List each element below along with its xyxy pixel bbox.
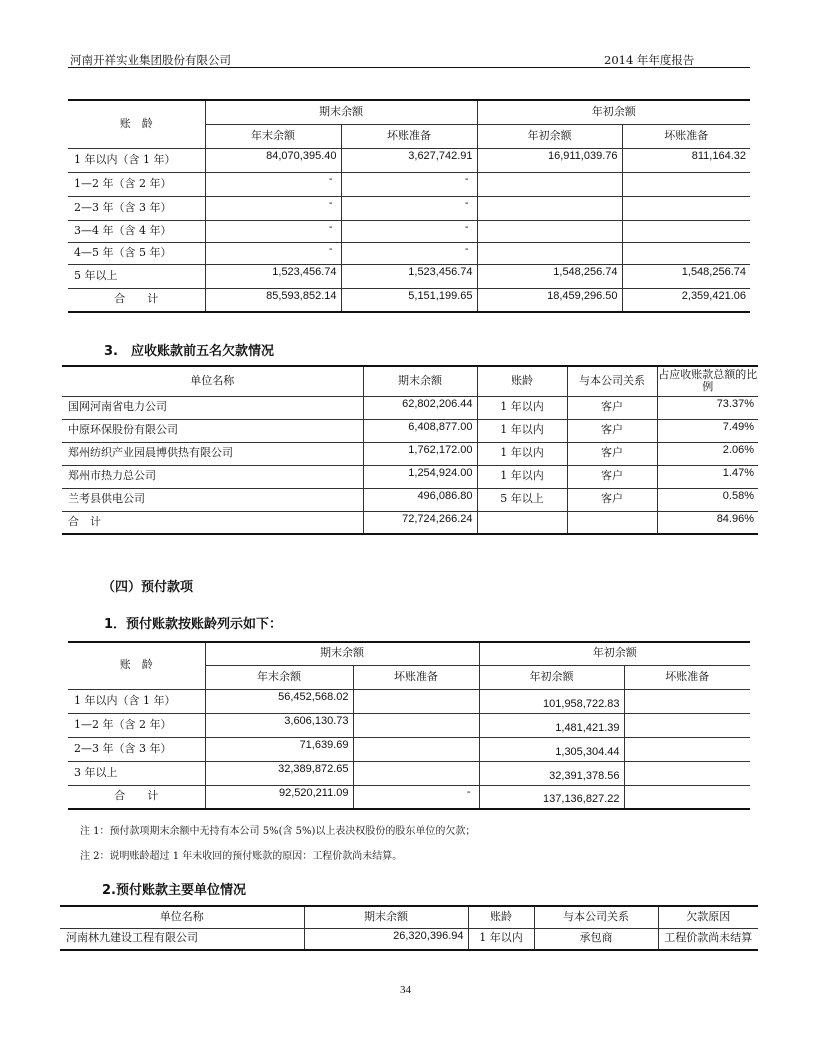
group-end-balance: 期末余额 — [205, 642, 479, 665]
header-report-title: 2014 年年度报告 — [604, 53, 695, 67]
relation: 客户 — [567, 442, 657, 465]
cell-value — [353, 713, 479, 737]
cell-value: 5,151,199.65 — [341, 288, 477, 312]
column-header: 单位名称 — [62, 366, 363, 396]
total-label: 合 计 — [68, 288, 205, 312]
note-1: 注 1：预付款项期末余额中无持有本公司 5%(含 5%)以上表决权股份的股东单位的欠款； — [80, 826, 476, 837]
cell-value — [353, 689, 479, 713]
table-row — [68, 196, 750, 220]
cell-value: 32,391,378.56 — [479, 761, 624, 785]
table-row — [62, 442, 758, 465]
cell-value: 811,164.32 — [622, 148, 750, 172]
cell-value: 137,136,827.22 — [479, 785, 624, 809]
table-row — [62, 396, 758, 419]
sub-header: 坏账准备 — [622, 124, 750, 148]
row-label: 4—5 年（含 5 年） — [68, 242, 205, 264]
row-label: 1—2 年（含 2 年） — [68, 713, 205, 737]
receivables-aging-table — [68, 99, 750, 313]
age-header: 账 龄 — [68, 100, 205, 148]
cell-value: 1,481,421.39 — [479, 713, 624, 737]
column-header: 账龄 — [468, 906, 534, 928]
amount: 496,086.80 — [363, 488, 477, 511]
cell-value: - — [205, 242, 341, 264]
percentage: 2.06% — [657, 442, 758, 465]
empty-cell — [567, 511, 657, 534]
prepayment-aging-table — [68, 641, 750, 810]
column-header: 单位名称 — [60, 906, 304, 928]
page-number: 34 — [400, 984, 411, 996]
row-label: 2—3 年（含 3 年） — [68, 737, 205, 761]
total-label: 合 计 — [62, 511, 363, 534]
table-row — [68, 172, 750, 196]
table-row — [62, 465, 758, 488]
cell-value: - — [341, 220, 477, 242]
table-row — [68, 737, 750, 761]
table-row — [68, 689, 750, 713]
table-row — [62, 488, 758, 511]
sub-header: 年末余额 — [205, 124, 341, 148]
table-row — [68, 761, 750, 785]
amount: 62,802,206.44 — [363, 396, 477, 419]
cell-value — [477, 172, 622, 196]
table-row — [68, 264, 750, 288]
cell-value: - — [341, 242, 477, 264]
cell-value — [624, 785, 750, 809]
age: 5 年以上 — [477, 488, 567, 511]
sub-header: 年初余额 — [477, 124, 622, 148]
cell-value — [624, 761, 750, 785]
row-label: 1 年以内（含 1 年） — [68, 689, 205, 713]
table-row — [60, 928, 758, 950]
table-row — [62, 419, 758, 442]
section-title-prepayment-aging: 1．预付账款按账龄列示如下： — [104, 617, 283, 632]
table-row — [68, 220, 750, 242]
group-begin-balance: 年初余额 — [477, 100, 750, 124]
empty-cell — [477, 511, 567, 534]
row-label: 2—3 年（含 3 年） — [68, 196, 205, 220]
cell-value — [353, 737, 479, 761]
total-label: 合 计 — [68, 785, 205, 809]
cell-value: 84,070,395.40 — [205, 148, 341, 172]
sub-header: 年末余额 — [205, 665, 353, 689]
top-five-debtors-table — [62, 365, 758, 535]
age: 1 年以内 — [477, 465, 567, 488]
cell-value: - — [341, 172, 477, 196]
cell-value: 1,548,256.74 — [622, 264, 750, 288]
relation: 客户 — [567, 419, 657, 442]
group-end-balance: 期末余额 — [205, 100, 477, 124]
cell-value: - — [205, 220, 341, 242]
column-header: 占应收账款总额的比例 — [657, 366, 758, 396]
note-2: 注 2：说明账龄超过 1 年未收回的预付账款的原因：工程价款尚未结算。 — [80, 851, 403, 862]
cell-value — [624, 737, 750, 761]
company-name: 郑州市热力总公司 — [62, 465, 363, 488]
row-label: 3—4 年（含 4 年） — [68, 220, 205, 242]
cell-value: 1,548,256.74 — [477, 264, 622, 288]
section-title-main-prepayment-units: 2.预付账款主要单位情况 — [102, 883, 246, 898]
relation: 客户 — [567, 396, 657, 419]
amount: 1,254,924.00 — [363, 465, 477, 488]
amount: 26,320,396.94 — [304, 928, 468, 950]
cell-value: 71,639.69 — [205, 737, 353, 761]
cell-value: 85,593,852.14 — [205, 288, 341, 312]
column-header: 与本公司关系 — [534, 906, 658, 928]
company-name: 郑州纺织产业园晨博供热有限公司 — [62, 442, 363, 465]
cell-value: 2,359,421.06 — [622, 288, 750, 312]
cell-value: - — [205, 172, 341, 196]
column-header: 账龄 — [477, 366, 567, 396]
cell-value: - — [341, 196, 477, 220]
cell-value: 32,389,872.65 — [205, 761, 353, 785]
table-row — [68, 148, 750, 172]
cell-value — [477, 220, 622, 242]
row-label: 1 年以内（含 1 年） — [68, 148, 205, 172]
header-rule — [68, 67, 750, 68]
header-company: 河南开祥实业集团股份有限公司 — [70, 53, 231, 67]
age: 1 年以内 — [477, 396, 567, 419]
relation: 承包商 — [534, 928, 658, 950]
total-row — [68, 785, 750, 809]
reason: 工程价款尚未结算 — [658, 928, 758, 950]
company-name: 兰考县供电公司 — [62, 488, 363, 511]
row-label: 3 年以上 — [68, 761, 205, 785]
column-header: 期末余额 — [304, 906, 468, 928]
cell-value: - — [353, 785, 479, 809]
cell-value — [622, 196, 750, 220]
percentage: 7.49% — [657, 419, 758, 442]
cell-value — [353, 761, 479, 785]
amount: 6,408,877.00 — [363, 419, 477, 442]
cell-value: 3,627,742.91 — [341, 148, 477, 172]
company-name: 中原环保股份有限公司 — [62, 419, 363, 442]
table-row — [68, 242, 750, 264]
age-header: 账 龄 — [68, 642, 205, 689]
table-row — [68, 713, 750, 737]
cell-value: 18,459,296.50 — [477, 288, 622, 312]
company-name: 河南林九建设工程有限公司 — [60, 928, 304, 950]
section-title-top-five: 3. 应收账款前五名欠款情况 — [104, 344, 274, 359]
cell-value: 1,305,304.44 — [479, 737, 624, 761]
company-name: 国网河南省电力公司 — [62, 396, 363, 419]
cell-value — [622, 242, 750, 264]
age: 1 年以内 — [477, 419, 567, 442]
cell-value: 1,523,456.74 — [341, 264, 477, 288]
cell-value: 56,452,568.02 — [205, 689, 353, 713]
main-prepayment-units-table — [60, 905, 758, 951]
row-label: 5 年以上 — [68, 264, 205, 288]
cell-value — [477, 242, 622, 264]
percentage: 73.37% — [657, 396, 758, 419]
cell-value: 1,523,456.74 — [205, 264, 341, 288]
cell-value: - — [205, 196, 341, 220]
age: 1 年以内 — [468, 928, 534, 950]
sub-header: 坏账准备 — [624, 665, 750, 689]
row-label: 1—2 年（含 2 年） — [68, 172, 205, 196]
column-header: 期末余额 — [363, 366, 477, 396]
age: 1 年以内 — [477, 442, 567, 465]
cell-value: 92,520,211.09 — [205, 785, 353, 809]
cell-value — [622, 220, 750, 242]
cell-value: 101,958,722.83 — [479, 689, 624, 713]
sub-header: 坏账准备 — [341, 124, 477, 148]
section-title-prepayments: （四）预付款项 — [102, 580, 194, 595]
total-percentage: 84.96% — [657, 511, 758, 534]
cell-value: 3,606,130.73 — [205, 713, 353, 737]
relation: 客户 — [567, 488, 657, 511]
percentage: 1.47% — [657, 465, 758, 488]
total-row — [62, 511, 758, 534]
column-header: 与本公司关系 — [567, 366, 657, 396]
column-header: 欠款原因 — [658, 906, 758, 928]
relation: 客户 — [567, 465, 657, 488]
cell-value — [622, 172, 750, 196]
cell-value — [624, 689, 750, 713]
cell-value — [624, 713, 750, 737]
sub-header: 坏账准备 — [353, 665, 479, 689]
total-row — [68, 288, 750, 312]
percentage: 0.58% — [657, 488, 758, 511]
total-amount: 72,724,266.24 — [363, 511, 477, 534]
cell-value — [477, 196, 622, 220]
group-begin-balance: 年初余额 — [479, 642, 750, 665]
sub-header: 年初余额 — [479, 665, 624, 689]
cell-value: 16,911,039.76 — [477, 148, 622, 172]
amount: 1,762,172.00 — [363, 442, 477, 465]
